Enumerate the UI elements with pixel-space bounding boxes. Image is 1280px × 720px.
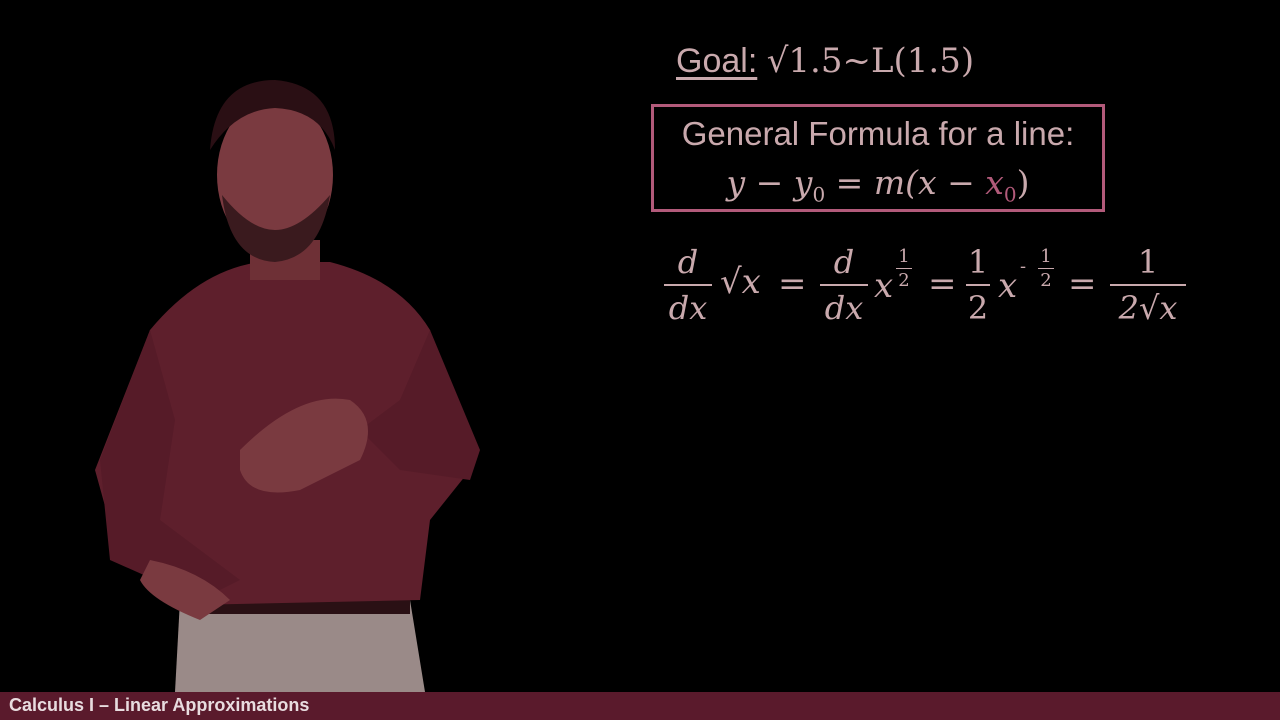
goal-expression: √1.5~L(1.5) xyxy=(766,41,975,81)
equals-sign-1: = xyxy=(778,264,807,304)
course-banner xyxy=(0,692,1280,720)
exponent-denominator: 2 xyxy=(1040,270,1052,291)
sqrt-x: √x xyxy=(720,262,761,302)
exponent-negative-half xyxy=(1038,246,1054,291)
x-base-1: x xyxy=(874,266,894,306)
goal-statement xyxy=(676,36,974,86)
final-denominator: 2√x xyxy=(1118,289,1178,327)
course-title: Calculus I – Linear Approximations xyxy=(9,695,310,715)
formula-x0-subscript: 0 xyxy=(1003,182,1017,207)
one-half-fraction xyxy=(966,242,990,328)
half-numerator: 1 xyxy=(967,243,989,281)
formula-lhs: y − y xyxy=(726,163,813,202)
derivative-chain xyxy=(664,242,1224,342)
final-fraction xyxy=(1110,242,1186,328)
exponent-minus: - xyxy=(1020,256,1027,277)
exponent-denominator: 2 xyxy=(898,270,910,291)
final-numerator: 1 xyxy=(1137,243,1159,281)
d-dx-fraction-1 xyxy=(664,242,712,328)
formula-close-paren: ) xyxy=(1016,163,1030,202)
x-base-2: x xyxy=(998,266,1018,306)
d-numerator: d xyxy=(677,243,699,281)
equals-sign-3: = xyxy=(1068,264,1097,304)
d-numerator: d xyxy=(833,243,855,281)
half-denominator: 2 xyxy=(967,289,989,327)
formula-middle: = m(x − xyxy=(825,163,986,202)
formula-y0-subscript: 0 xyxy=(812,182,826,207)
goal-label: Goal: xyxy=(676,42,758,80)
exponent-numerator: 1 xyxy=(1040,246,1052,267)
point-slope-formula xyxy=(654,163,1102,207)
equals-sign-2: = xyxy=(928,264,957,304)
general-formula-box xyxy=(651,104,1105,212)
dx-denominator: dx xyxy=(668,289,708,327)
exponent-half xyxy=(896,246,912,291)
formula-x0: x xyxy=(985,163,1004,202)
formula-title: General Formula for a line: xyxy=(681,115,1075,152)
dx-denominator: dx xyxy=(824,289,864,327)
exponent-numerator: 1 xyxy=(898,246,910,267)
d-dx-fraction-2 xyxy=(820,242,868,328)
